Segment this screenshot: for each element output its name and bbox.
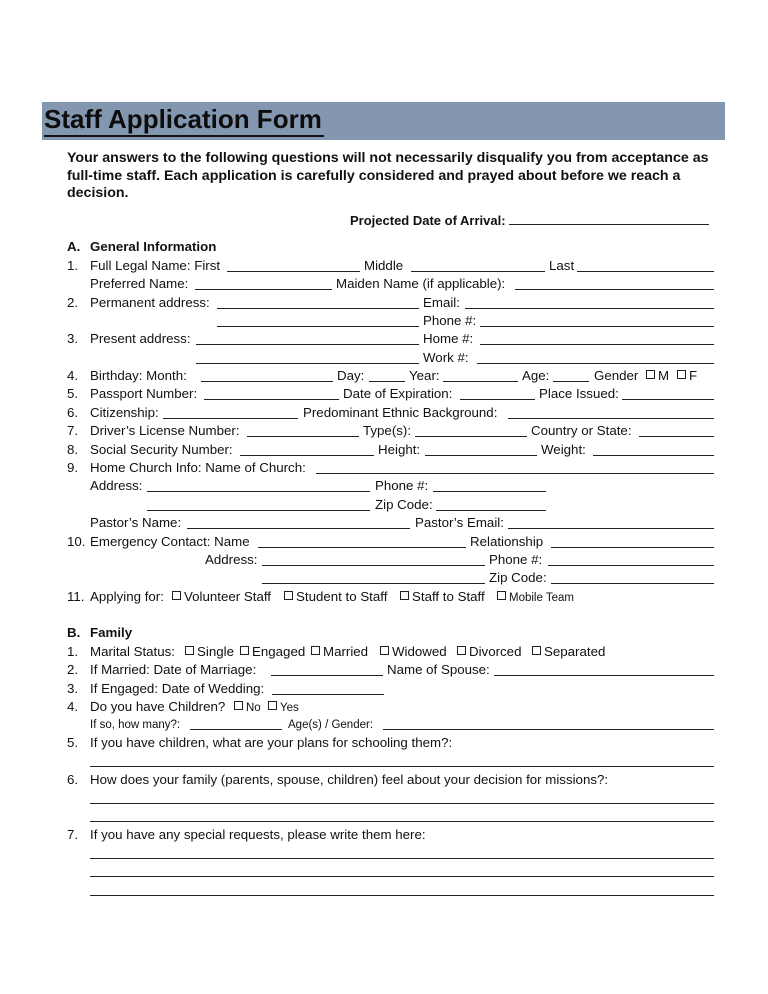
family-feelings-label: How does your family (parents, spouse, children) feel about your decision for missions?: bbox=[90, 772, 609, 787]
checkbox-icon bbox=[172, 591, 181, 600]
phone-label: Phone #: bbox=[423, 313, 477, 328]
expiration-label: Date of Expiration: bbox=[343, 386, 453, 401]
intro-text: Your answers to the following questions will not necessarily disqualify you from acceptance as full-time staff. Each application is carefully considered and prayed about before we reach a decision. bbox=[67, 150, 709, 201]
emergency-address-field-2[interactable] bbox=[262, 583, 485, 584]
how-many-field[interactable] bbox=[190, 729, 282, 730]
preferred-name-field[interactable] bbox=[195, 289, 332, 290]
checkbox-icon bbox=[284, 591, 293, 600]
children-yes-option[interactable] bbox=[266, 699, 299, 717]
passport-number-field[interactable] bbox=[204, 399, 339, 400]
a1-middle-label: Middle bbox=[364, 258, 404, 273]
pastor-name-label: Pastor’s Name: bbox=[90, 515, 182, 530]
mobile-team-option[interactable] bbox=[495, 589, 574, 607]
country-field[interactable] bbox=[639, 436, 714, 437]
widowed-label: Widowed bbox=[392, 644, 447, 659]
arrival-label: Projected Date of Arrival: bbox=[350, 213, 506, 228]
checkbox-icon bbox=[311, 646, 320, 655]
citizenship-field[interactable] bbox=[163, 418, 298, 419]
emergency-name-field[interactable] bbox=[258, 547, 466, 548]
ethnic-field[interactable] bbox=[508, 418, 714, 419]
volunteer-staff-option[interactable] bbox=[170, 588, 271, 606]
student-to-staff-option[interactable] bbox=[282, 588, 387, 606]
weight-field[interactable] bbox=[593, 455, 714, 456]
gender-m-option[interactable] bbox=[644, 367, 669, 385]
a4-num: 4. bbox=[67, 368, 79, 383]
birth-year-field[interactable] bbox=[443, 381, 518, 382]
section-a-letter: A. bbox=[67, 239, 81, 254]
present-address-field-2[interactable] bbox=[196, 363, 419, 364]
middle-name-field[interactable] bbox=[411, 271, 545, 272]
emergency-address-label: Address: bbox=[205, 552, 258, 567]
church-address-label: Address: bbox=[90, 478, 143, 493]
church-phone-label: Phone #: bbox=[375, 478, 429, 493]
license-label: Driver’s License Number: bbox=[90, 423, 240, 438]
age-field[interactable] bbox=[553, 381, 589, 382]
last-name-field[interactable] bbox=[577, 271, 714, 272]
checkbox-icon bbox=[240, 646, 249, 655]
arrival-field[interactable] bbox=[509, 211, 709, 225]
ages-gender-field[interactable] bbox=[383, 729, 714, 730]
separated-label: Separated bbox=[544, 644, 606, 659]
a1-last-label: Last bbox=[549, 258, 575, 273]
staff-to-staff-label: Staff to Staff bbox=[412, 589, 485, 604]
applying-for-label: Applying for: bbox=[90, 589, 164, 604]
a10-num: 10. bbox=[67, 534, 86, 549]
work-phone-field[interactable] bbox=[477, 363, 714, 364]
a1-num: 1. bbox=[67, 258, 79, 273]
checkbox-icon bbox=[268, 701, 277, 710]
children-label: Do you have Children? bbox=[90, 699, 226, 714]
church-address-field[interactable] bbox=[147, 491, 370, 492]
checkbox-icon bbox=[532, 646, 541, 655]
maiden-name-field[interactable] bbox=[515, 289, 714, 290]
a11-num: 11. bbox=[67, 589, 85, 604]
permanent-address-field-2[interactable] bbox=[217, 326, 419, 327]
place-issued-label: Place Issued: bbox=[539, 386, 619, 401]
passport-label: Passport Number: bbox=[90, 386, 198, 401]
checkbox-icon bbox=[677, 370, 686, 379]
country-label: Country or State: bbox=[531, 423, 632, 438]
gender-f-label: F bbox=[689, 368, 698, 383]
separated-option[interactable] bbox=[530, 643, 605, 661]
church-zip-label: Zip Code: bbox=[375, 497, 433, 512]
gender-label: Gender bbox=[594, 368, 639, 383]
emergency-phone-label: Phone #: bbox=[489, 552, 543, 567]
schooling-label: If you have children, what are your plans for schooling them?: bbox=[90, 735, 453, 750]
preferred-label: Preferred Name: bbox=[90, 276, 189, 291]
page-title: Staff Application Form bbox=[44, 104, 322, 134]
wedding-date-label: If Engaged: Date of Wedding: bbox=[90, 681, 265, 696]
year-label: Year: bbox=[409, 368, 440, 383]
b2-num: 2. bbox=[67, 662, 79, 677]
how-many-label: If so, how many?: bbox=[90, 719, 181, 731]
single-option[interactable] bbox=[183, 643, 234, 661]
checkbox-icon bbox=[234, 701, 243, 710]
widowed-option[interactable] bbox=[378, 643, 447, 661]
mobile-team-label: Mobile Team bbox=[509, 592, 574, 604]
children-no-label: No bbox=[246, 702, 261, 714]
checkbox-icon bbox=[185, 646, 194, 655]
student-to-staff-label: Student to Staff bbox=[296, 589, 388, 604]
family-feelings-field-2[interactable] bbox=[90, 821, 714, 822]
emergency-zip-label: Zip Code: bbox=[489, 570, 547, 585]
checkbox-icon bbox=[497, 591, 506, 600]
birthday-label: Birthday: Month: bbox=[90, 368, 187, 383]
present-address-field[interactable] bbox=[196, 344, 419, 345]
age-label: Age: bbox=[522, 368, 550, 383]
emergency-address-field[interactable] bbox=[262, 565, 485, 566]
a9-num: 9. bbox=[67, 460, 79, 475]
a2-num: 2. bbox=[67, 295, 79, 310]
staff-to-staff-option[interactable] bbox=[398, 588, 485, 606]
gender-m-label: M bbox=[658, 368, 670, 383]
marriage-date-field[interactable] bbox=[271, 675, 383, 676]
a3-num: 3. bbox=[67, 331, 79, 346]
engaged-option[interactable] bbox=[238, 643, 305, 661]
license-types-label: Type(s): bbox=[363, 423, 412, 438]
home-phone-label: Home #: bbox=[423, 331, 474, 346]
section-b-title: Family bbox=[90, 625, 133, 640]
maiden-label: Maiden Name (if applicable): bbox=[336, 276, 506, 291]
children-yes-label: Yes bbox=[280, 702, 299, 714]
marital-status-label: Marital Status: bbox=[90, 644, 175, 659]
relationship-field[interactable] bbox=[551, 547, 714, 548]
b5-num: 5. bbox=[67, 735, 79, 750]
a7-num: 7. bbox=[67, 423, 79, 438]
pastor-name-field[interactable] bbox=[187, 528, 410, 529]
a8-num: 8. bbox=[67, 442, 79, 457]
gender-f-option[interactable] bbox=[675, 367, 697, 385]
b3-num: 3. bbox=[67, 681, 79, 696]
place-issued-field[interactable] bbox=[622, 399, 714, 400]
church-name-field[interactable] bbox=[316, 473, 714, 474]
a5-num: 5. bbox=[67, 386, 79, 401]
home-phone-field[interactable] bbox=[480, 344, 714, 345]
emergency-phone-field[interactable] bbox=[548, 565, 714, 566]
height-field[interactable] bbox=[425, 455, 537, 456]
relationship-label: Relationship bbox=[470, 534, 544, 549]
birth-day-field[interactable] bbox=[369, 381, 405, 382]
pastor-email-field[interactable] bbox=[508, 528, 714, 529]
section-b-letter: B. bbox=[67, 625, 81, 640]
expiration-field[interactable] bbox=[460, 399, 535, 400]
checkbox-icon bbox=[646, 370, 655, 379]
divorced-option[interactable] bbox=[455, 643, 521, 661]
b4-num: 4. bbox=[67, 699, 79, 714]
spouse-name-field[interactable] bbox=[494, 675, 714, 676]
volunteer-staff-label: Volunteer Staff bbox=[184, 589, 271, 604]
married-label: Married bbox=[323, 644, 369, 659]
special-requests-label: If you have any special requests, please write them here: bbox=[90, 827, 426, 842]
church-zip-field[interactable] bbox=[436, 510, 546, 511]
weight-label: Weight: bbox=[541, 442, 586, 457]
license-types-field[interactable] bbox=[415, 436, 527, 437]
b7-num: 7. bbox=[67, 827, 79, 842]
emergency-zip-field[interactable] bbox=[551, 583, 714, 584]
engaged-label: Engaged bbox=[252, 644, 306, 659]
section-a-title: General Information bbox=[90, 239, 217, 254]
first-name-field[interactable] bbox=[227, 271, 360, 272]
church-address-field-2[interactable] bbox=[147, 510, 370, 511]
spouse-name-label: Name of Spouse: bbox=[387, 662, 490, 677]
marriage-date-label: If Married: Date of Marriage: bbox=[90, 662, 257, 677]
schooling-field[interactable] bbox=[90, 766, 714, 767]
special-requests-field-3[interactable] bbox=[90, 895, 714, 896]
permanent-address-field[interactable] bbox=[217, 308, 419, 309]
license-number-field[interactable] bbox=[247, 436, 359, 437]
emergency-name-label: Emergency Contact: Name bbox=[90, 534, 250, 549]
pastor-email-label: Pastor’s Email: bbox=[415, 515, 504, 530]
checkbox-icon bbox=[457, 646, 466, 655]
checkbox-icon bbox=[400, 591, 409, 600]
present-address-label: Present address: bbox=[90, 331, 191, 346]
single-label: Single bbox=[197, 644, 234, 659]
church-name-label: Home Church Info: Name of Church: bbox=[90, 460, 306, 475]
height-label: Height: bbox=[378, 442, 421, 457]
birth-month-field[interactable] bbox=[201, 381, 333, 382]
divorced-label: Divorced bbox=[469, 644, 522, 659]
permanent-address-label: Permanent address: bbox=[90, 295, 210, 310]
ages-gender-label: Age(s) / Gender: bbox=[288, 719, 374, 731]
family-feelings-field-1[interactable] bbox=[90, 803, 714, 804]
wedding-date-field[interactable] bbox=[272, 694, 384, 695]
ethnic-label: Predominant Ethnic Background: bbox=[303, 405, 498, 420]
email-field[interactable] bbox=[465, 308, 714, 309]
ssn-field[interactable] bbox=[240, 455, 374, 456]
email-label: Email: bbox=[423, 295, 460, 310]
ssn-label: Social Security Number: bbox=[90, 442, 233, 457]
title-underline bbox=[44, 135, 324, 137]
phone-field[interactable] bbox=[480, 326, 714, 327]
day-label: Day: bbox=[337, 368, 365, 383]
special-requests-field-2[interactable] bbox=[90, 876, 714, 877]
citizenship-label: Citizenship: bbox=[90, 405, 159, 420]
children-no-option[interactable] bbox=[232, 699, 261, 717]
church-phone-field[interactable] bbox=[433, 491, 546, 492]
married-option[interactable] bbox=[309, 643, 368, 661]
work-phone-label: Work #: bbox=[423, 350, 469, 365]
special-requests-field-1[interactable] bbox=[90, 858, 714, 859]
checkbox-icon bbox=[380, 646, 389, 655]
a1-first-label: Full Legal Name: First bbox=[90, 258, 221, 273]
a6-num: 6. bbox=[67, 405, 79, 420]
b6-num: 6. bbox=[67, 772, 79, 787]
arrival-row bbox=[350, 211, 709, 228]
b1-num: 1. bbox=[67, 644, 79, 659]
